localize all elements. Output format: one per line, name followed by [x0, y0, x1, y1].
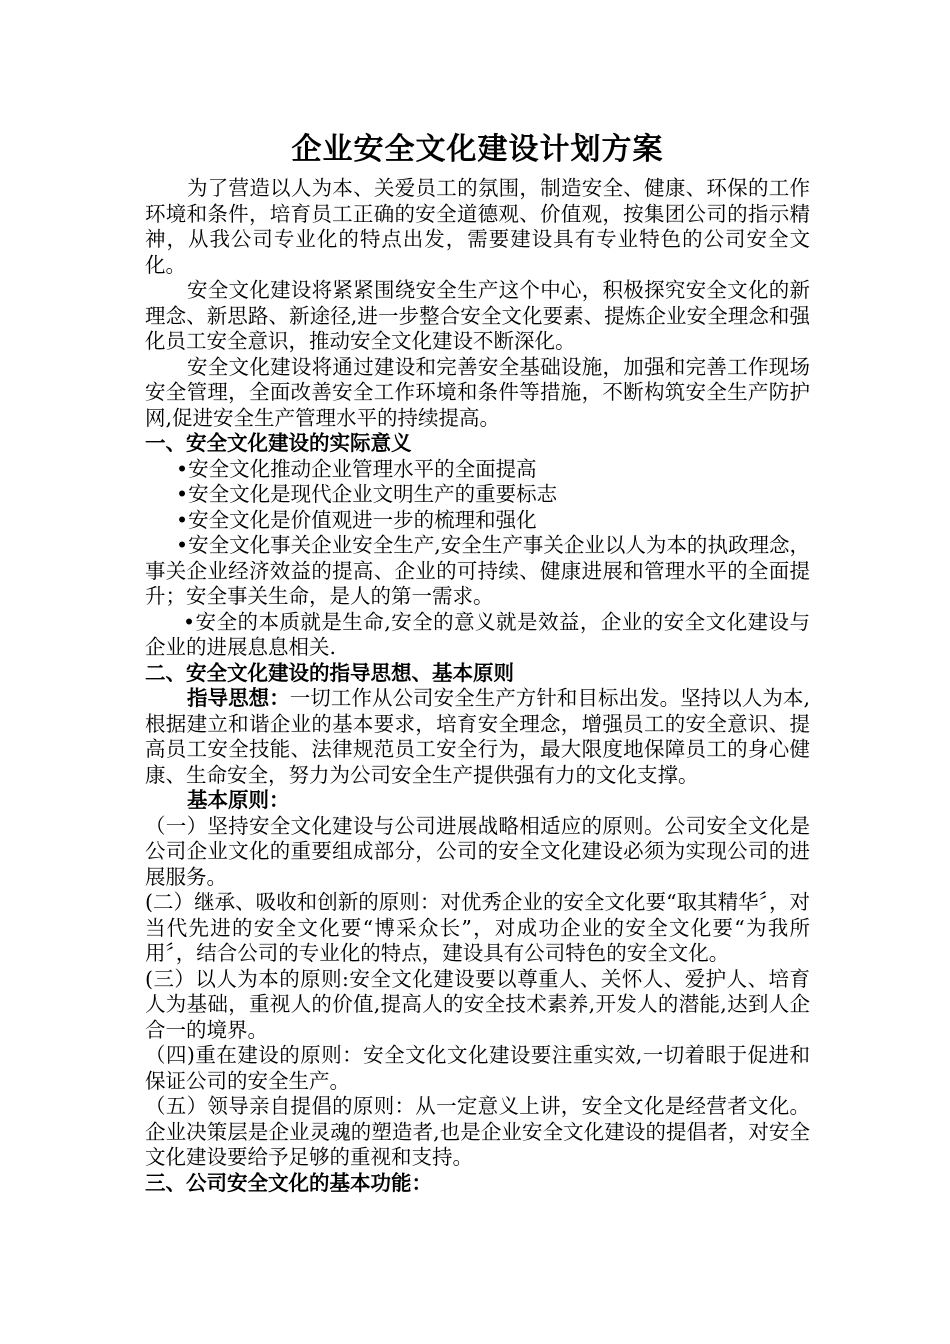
- principle-item-1: （一）坚持安全文化建设与公司进展战略相适应的原则。公司安全文化是公司企业文化的重要组成部分，公司的安全文化建设必须为实现公司的进展服务。: [145, 813, 810, 889]
- intro-paragraph-1: 为了营造以人为本、关爱员工的氛围，制造安全、健康、环保的工作环境和条件，培育员工正确的安全道德观、价值观，按集团公司的指示精神，从我公司专业化的特点出发，需要建设具有专业特色的公司安全文化。: [145, 176, 810, 277]
- intro-paragraph-3: 安全文化建设将通过建设和完善安全基础设施，加强和完善工作现场安全管理，全面改善安全工作环境和条件等措施，不断构筑安全生产防护网,促进安全生产管理水平的持续提高。: [145, 354, 810, 430]
- section-3-heading: 三、公司安全文化的基本功能：: [145, 1170, 432, 1195]
- principles-label: 基本原则：: [187, 788, 290, 812]
- bullet-item-3: •安全文化是价值观进一步的梳理和强化: [176, 507, 537, 532]
- principle-item-4: （四)重在建设的原则：安全文化文化建设要注重实效,一切着眼于促进和保证公司的安全生产。: [145, 1043, 810, 1093]
- guide-text: 一切工作从公司安全生产方针和目标出发。坚持以人为本,根据建立和谐企业的基本要求，培育安全理念，增强员工的安全意识、提高员工安全技能、法律规范员工安全行为，最大限度地保障员工的身心健康、生命安全，努力为公司安全生产提供强有力的文化支撑。: [145, 686, 811, 787]
- bullet-item-4: •安全文化事关企业安全生产,安全生产事关企业以人为本的执政理念，事关企业经济效益的提高、企业的可持续、健康进展和管理水平的全面提升；安全事关生命，是人的第一需求。: [145, 533, 810, 608]
- principle-item-3: (三）以人为本的原则:安全文化建设要以尊重人、关怀人、爱护人、培育人为基础，重视人的价值,提高人的安全技术素养,开发人的潜能,达到人企合一的境界。: [145, 966, 810, 1042]
- section-2-heading: 二、安全文化建设的指导思想、基本原则: [145, 660, 514, 685]
- guide-label: 指导思想：: [187, 686, 290, 710]
- bullet-item-2: •安全文化是现代企业文明生产的重要标志: [176, 482, 558, 506]
- bullet-item-5: •安全的本质就是生命,安全的意义就是效益，企业的安全文化建设与企业的进展息息相关.: [145, 609, 810, 659]
- guide-paragraph: [145, 686, 810, 788]
- document-page: [145, 130, 810, 1196]
- intro-paragraph-2: 安全文化建设将紧紧围绕安全生产这个中心，积极探究安全文化的新理念、新思路、新途径,进一步整合安全文化要素、提炼企业安全理念和强化员工安全意识，推动安全文化建设不断深化。: [145, 278, 810, 353]
- principle-item-2: (二）继承、吸收和创新的原则：对优秀企业的安全文化要“取其精华〞，对当代先进的安全文化要“博采众长”，对成功企业的安全文化要“为我所用〞，结合公司的专业化的特点，建设具有公司特色的安全文化。: [145, 890, 810, 965]
- document-title: 企业安全文化建设计划方案: [291, 132, 664, 167]
- bullet-item-1: •安全文化推动企业管理水平的全面提高: [176, 456, 537, 481]
- section-1-heading: 一、安全文化建设的实际意义: [145, 431, 412, 455]
- principle-item-5: （五）领导亲自提倡的原则：从一定意义上讲，安全文化是经营者文化。企业决策层是企业灵魂的塑造者,也是企业安全文化建设的提倡者，对安全文化建设要给予足够的重视和支持。: [145, 1094, 810, 1169]
